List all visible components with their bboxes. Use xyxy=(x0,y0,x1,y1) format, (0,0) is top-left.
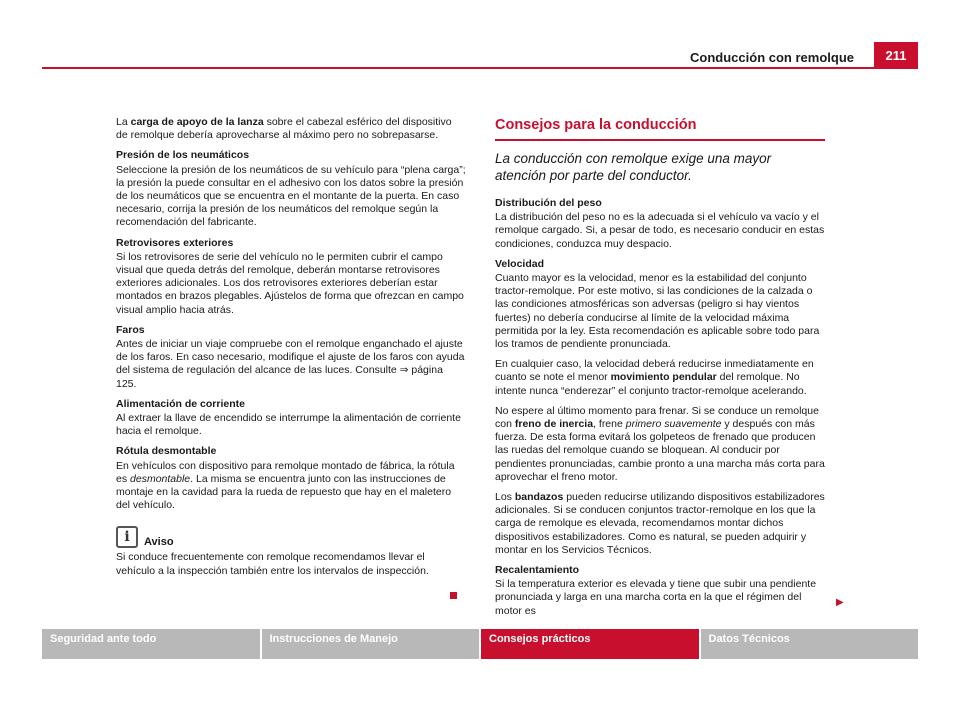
heading-power-supply: Alimentación de corriente xyxy=(116,397,245,410)
braking-mid: , frene xyxy=(593,418,626,431)
intro-paragraph xyxy=(116,116,466,142)
removable-ball-post: . La misma se encuentra junto con las instrucciones de montaje en la cavidad para la rueda de repuesto que hay en el maletero del vehículo. xyxy=(116,472,452,512)
sway-pre: Los xyxy=(495,491,515,504)
sway-post: pueden reducirse utilizando dispositivos estabilizadores adicionales. Si se conducen conjuntos tractor-remolque en los que la carga de remolque es elevada, recomendamos montar dichos dispositivos estabilizadores. Como es natural, se pueden adquirir y montar en los Servicios Técnicos. xyxy=(495,491,825,556)
heading-weight-distribution: Distribución del peso xyxy=(495,197,602,209)
intro-text-bold: carga de apoyo de la lanza xyxy=(130,116,264,128)
heading-overheating: Recalentamiento xyxy=(495,564,580,577)
info-icon: i xyxy=(116,526,138,548)
text-headlights: Antes de iniciar un viaje compruebe con el remolque enganchado el ajuste de los faros. En caso necesario, modifique el ajuste de los faros con ayuda del sistema de regulación del alcance de las luces. Consulte ⇒ página 125. xyxy=(116,338,465,390)
page-header-title: Conducción con remolque xyxy=(690,50,854,65)
text-tire-pressure: Seleccione la presión de los neumáticos de su vehículo para “plena carga”; la presión la puede consultar en el adhesivo con los datos sobre la presión de los neumáticos que se encuentra en el montante de la puerta. En caso necesario, corrija la presión de los neumáticos del remolque según la recomendación del fabricante. xyxy=(116,163,466,229)
header-rule xyxy=(42,67,876,69)
pendular-pre: En cualquier caso, la velocidad deberá reducirse inmediatamente en cuanto se note el menor xyxy=(495,358,814,384)
right-column xyxy=(495,116,825,625)
text-weight-distribution: La distribución del peso no es la adecuada si el vehículo va vacío y el remolque cargado. Si, a pesar de todo, es necesario conducir en estas condiciones, conduzca muy despacio. xyxy=(495,211,825,250)
footer-tab-technical-data[interactable]: Datos Técnicos xyxy=(701,629,919,659)
notice-text: Si conduce frecuentemente con remolque recomendamos llevar el vehículo a la inspección también entre los intervalos de inspección. xyxy=(116,551,429,577)
footer-tab-practical-tips[interactable]: Consejos prácticos xyxy=(481,629,699,659)
text-speed: Cuanto mayor es la velocidad, menor es la estabilidad del conjunto tractor-remolque. Por este motivo, si las condiciones de la calzada o las condiciones atmosféricas son adversas (peligro si hay vientos fuertes) no debería conducirse al límite de la velocidad máxima permitida por la ley. Esta recomendación es aplicable sobre todo para los tramos de pendiente pronunciada. xyxy=(495,272,820,351)
heading-tire-pressure: Presión de los neumáticos xyxy=(116,149,250,162)
text-overheating: Si la temperatura exterior es elevada y tiene que subir una pendiente pronunciada y larga en una marcha corta en la que el régimen del motor es xyxy=(495,578,817,617)
footer-tab-operating-instructions[interactable]: Instrucciones de Manejo xyxy=(262,629,480,659)
text-braking xyxy=(495,405,825,484)
text-pendular xyxy=(495,358,825,398)
pendular-post: del remolque. No intente nunca “enderezar” el conjunto tractor-remolque acelerando. xyxy=(495,371,807,397)
text-power-supply: Al extraer la llave de encendido se interrumpe la alimentación de corriente hacia el remolque. xyxy=(116,412,461,438)
removable-ball-pre: En vehículos con dispositivo para remolque montado de fábrica, la rótula es xyxy=(116,459,455,485)
heading-speed: Velocidad xyxy=(495,257,545,270)
text-mirrors: Si los retrovisores de serie del vehículo no le permiten cubrir el campo visual que queda detrás del remolque, deberán montarse retrovisores exteriores adicionales. Los dos retrovisores exteriores deberían estar montados en brazos plegables. Ajústelos de forma que ofrezcan en campo visual amplio hacia atrás. xyxy=(116,250,464,316)
notice-label: Aviso xyxy=(144,536,174,549)
braking-pre: No espere al último momento para frenar. Si se conduce un remolque con xyxy=(495,404,819,431)
section-rule xyxy=(495,139,825,141)
left-column xyxy=(116,116,466,585)
page-number: 211 xyxy=(874,42,918,69)
heading-headlights: Faros xyxy=(116,323,145,336)
footer-tab-safety[interactable]: Seguridad ante todo xyxy=(42,629,260,659)
section-title: Consejos para la conducción xyxy=(495,117,697,133)
sway-bold: bandazos xyxy=(514,491,564,504)
text-sway xyxy=(495,491,825,557)
braking-italic: primero suavemente xyxy=(625,418,722,431)
braking-post: y después con más fuerza. De esta forma evitará los golpeteos de frenado que producen las ruedas del remolque cuando se bloquean. Al conducir por pendientes pronunciadas, cambie pronto a una marcha más corta para aprovechar el freno motor. xyxy=(495,418,825,483)
braking-bold: freno de inercia xyxy=(514,418,594,431)
intro-text-pre: La xyxy=(116,116,131,128)
footer-nav xyxy=(42,629,918,659)
heading-mirrors: Retrovisores exteriores xyxy=(116,236,234,249)
section-lead: La conducción con remolque exige una mayor atención por parte del conductor. xyxy=(495,151,772,183)
pendular-bold: movimiento pendular xyxy=(610,371,717,384)
continue-arrow-icon: ▶ xyxy=(836,597,844,608)
notice-header xyxy=(116,526,466,548)
text-removable-ball xyxy=(116,460,466,513)
heading-removable-ball: Rótula desmontable xyxy=(116,445,217,458)
removable-ball-italic: desmontable xyxy=(130,472,191,485)
section-end-marker xyxy=(450,592,457,599)
intro-text-post: sobre el cabezal esférico del dispositivo de remolque debería aprovecharse al máximo pero no sobrepasarse. xyxy=(116,116,452,142)
